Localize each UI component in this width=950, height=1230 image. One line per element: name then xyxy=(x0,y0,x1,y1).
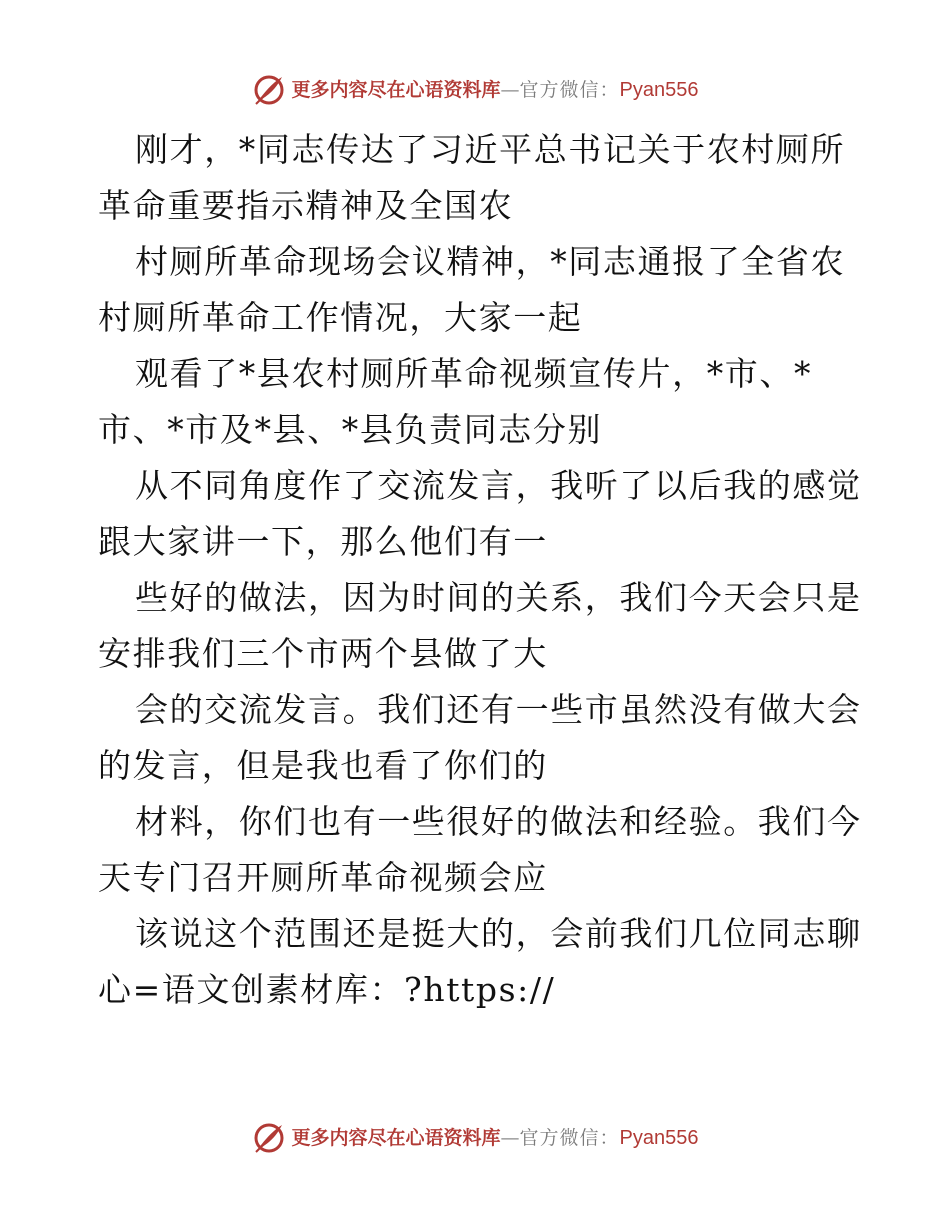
text-line: 村厕所革命工作情况，大家一起 xyxy=(98,298,583,337)
banner-dash: — xyxy=(500,79,520,101)
banner-wechat-label: 官方微信： xyxy=(519,79,620,101)
feather-pen-logo-icon xyxy=(252,1121,286,1155)
banner-text xyxy=(292,80,699,100)
header-watermark-banner xyxy=(0,70,950,110)
feather-pen-logo-icon xyxy=(252,73,286,107)
banner-main-text: 更多内容尽在心语资料库 xyxy=(291,1127,501,1149)
text-line: 市、*市及*县、*县负责同志分别 xyxy=(98,410,603,449)
text-line: 心=语文创素材库：?https:// xyxy=(98,970,556,1009)
text-line: 村厕所革命现场会议精神，*同志通报了全省农 xyxy=(135,242,846,281)
text-line: 刚才，*同志传达了习近平总书记关于农村厕所 xyxy=(135,130,846,169)
text-line: 安排我们三个市两个县做了大 xyxy=(98,634,548,673)
banner-text xyxy=(292,1128,699,1148)
text-line: 跟大家讲一下，那么他们有一 xyxy=(98,522,548,561)
text-line: 天专门召开厕所革命视频会应 xyxy=(98,858,548,897)
text-line: 从不同角度作了交流发言，我听了以后我的感觉 xyxy=(135,466,862,505)
banner-main-text: 更多内容尽在心语资料库 xyxy=(291,79,501,101)
banner-dash: — xyxy=(500,1127,520,1149)
document-body xyxy=(98,122,862,1018)
text-line: 材料，你们也有一些很好的做法和经验。我们今 xyxy=(135,802,862,841)
footer-watermark-banner xyxy=(0,1118,950,1158)
text-line: 会的交流发言。我们还有一些市虽然没有做大会 xyxy=(135,690,862,729)
text-line: 些好的做法，因为时间的关系，我们今天会只是 xyxy=(135,578,862,617)
banner-wechat-label: 官方微信： xyxy=(519,1127,620,1149)
banner-wechat-id: Pyan556 xyxy=(619,1127,699,1149)
text-line: 该说这个范围还是挺大的，会前我们几位同志聊 xyxy=(135,914,862,953)
text-line: 的发言，但是我也看了你们的 xyxy=(98,746,548,785)
text-line: 革命重要指示精神及全国农 xyxy=(98,186,514,225)
text-line: 观看了*县农村厕所革命视频宣传片，*市、* xyxy=(135,354,813,393)
banner-wechat-id: Pyan556 xyxy=(619,79,699,101)
